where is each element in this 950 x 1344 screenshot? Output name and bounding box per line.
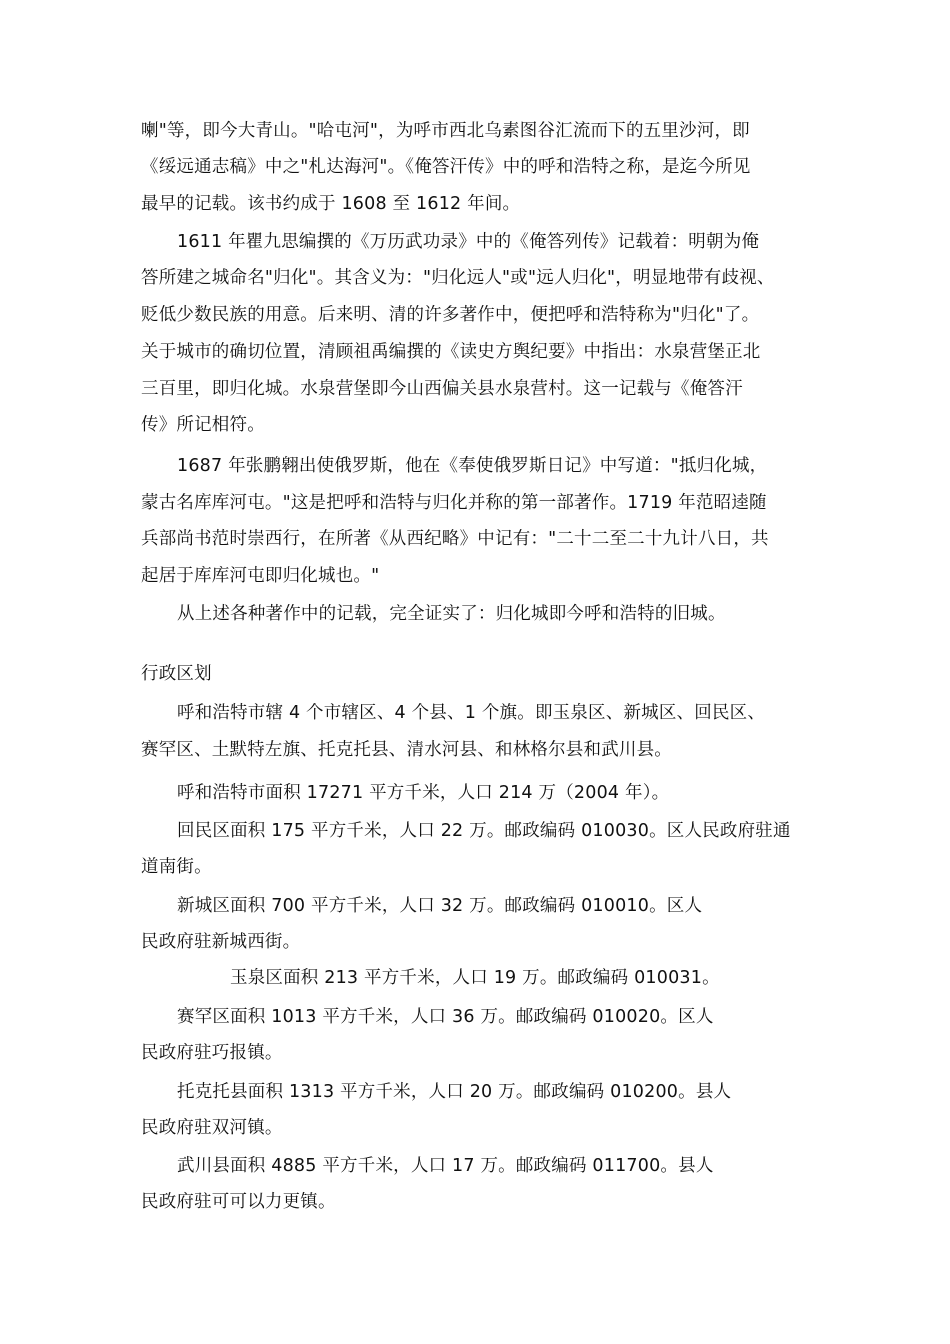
paragraph-first-line: 1611 年瞿九思编撰的《万历武功录》中的《俺答列传》记载着：明朝为俺: [177, 232, 760, 252]
text-line: 关于城市的确切位置，清顾祖禹编撰的《读史方舆纪要》中指出：水泉营堡正北: [141, 342, 761, 362]
section-heading: 行政区划: [141, 664, 212, 684]
text-line: 赛罕区、土默特左旗、托克托县、清水河县、和林格尔县和武川县。: [141, 740, 672, 760]
paragraph-first-line: 呼和浩特市辖 4 个市辖区、4 个县、1 个旗。即玉泉区、新城区、回民区、: [177, 703, 766, 723]
text-line: 喇"等，即今大青山。"哈屯河"，为呼市西北乌素图谷汇流而下的五里沙河，即: [141, 121, 750, 141]
text-line: 兵部尚书范时崇西行，在所著《从西纪略》中记有："二十二至二十九计八日，共: [141, 529, 769, 549]
text-line: 贬低少数民族的用意。后来明、清的许多著作中，便把呼和浩特称为"归化"了。: [141, 305, 760, 325]
paragraph-first-line: 新城区面积 700 平方千米，人口 32 万。邮政编码 010010。区人: [177, 896, 703, 916]
text-line: 《绥远通志稿》中之"札达海河"。《俺答汗传》中的呼和浩特之称，是迄今所见: [141, 157, 751, 177]
text-line: 民政府驻巧报镇。: [141, 1043, 283, 1063]
text-line: 答所建之城命名"归化"。其含义为："归化远人"或"远人归化"，明显地带有歧视、: [141, 268, 775, 288]
text-line: 民政府驻双河镇。: [141, 1118, 283, 1138]
text-line: 最早的记载。该书约成于 1608 至 1612 年间。: [141, 194, 521, 214]
paragraph-first-line: 回民区面积 175 平方千米，人口 22 万。邮政编码 010030。区人民政府驻通: [177, 821, 791, 841]
paragraph-first-line: 从上述各种著作中的记载，完全证实了：归化城即今呼和浩特的旧城。: [177, 604, 726, 624]
paragraph-first-line: 玉泉区面积 213 平方千米，人口 19 万。邮政编码 010031。: [230, 968, 720, 988]
text-line: 民政府驻可可以力更镇。: [141, 1192, 336, 1212]
text-line: 传》所记相符。: [141, 415, 265, 435]
text-line: 道南街。: [141, 857, 212, 877]
paragraph-first-line: 托克托县面积 1313 平方千米，人口 20 万。邮政编码 010200。县人: [177, 1082, 732, 1102]
text-line: 民政府驻新城西街。: [141, 932, 301, 952]
paragraph-first-line: 1687 年张鹏翱出使俄罗斯，他在《奉使俄罗斯日记》中写道："抵归化城，: [177, 456, 768, 476]
text-line: 蒙古名库库河屯。"这是把呼和浩特与归化并称的第一部著作。1719 年范昭逵随: [141, 493, 767, 513]
text-line: 三百里，即归化城。水泉营堡即今山西偏关县水泉营村。这一记载与《俺答汗: [141, 379, 743, 399]
paragraph-first-line: 武川县面积 4885 平方千米，人口 17 万。邮政编码 011700。县人: [177, 1156, 714, 1176]
paragraph-first-line: 赛罕区面积 1013 平方千米，人口 36 万。邮政编码 010020。区人: [177, 1007, 714, 1027]
paragraph-first-line: 呼和浩特市面积 17271 平方千米，人口 214 万（2004 年）。: [177, 783, 670, 803]
text-line: 起居于库库河屯即归化城也。": [141, 566, 380, 586]
